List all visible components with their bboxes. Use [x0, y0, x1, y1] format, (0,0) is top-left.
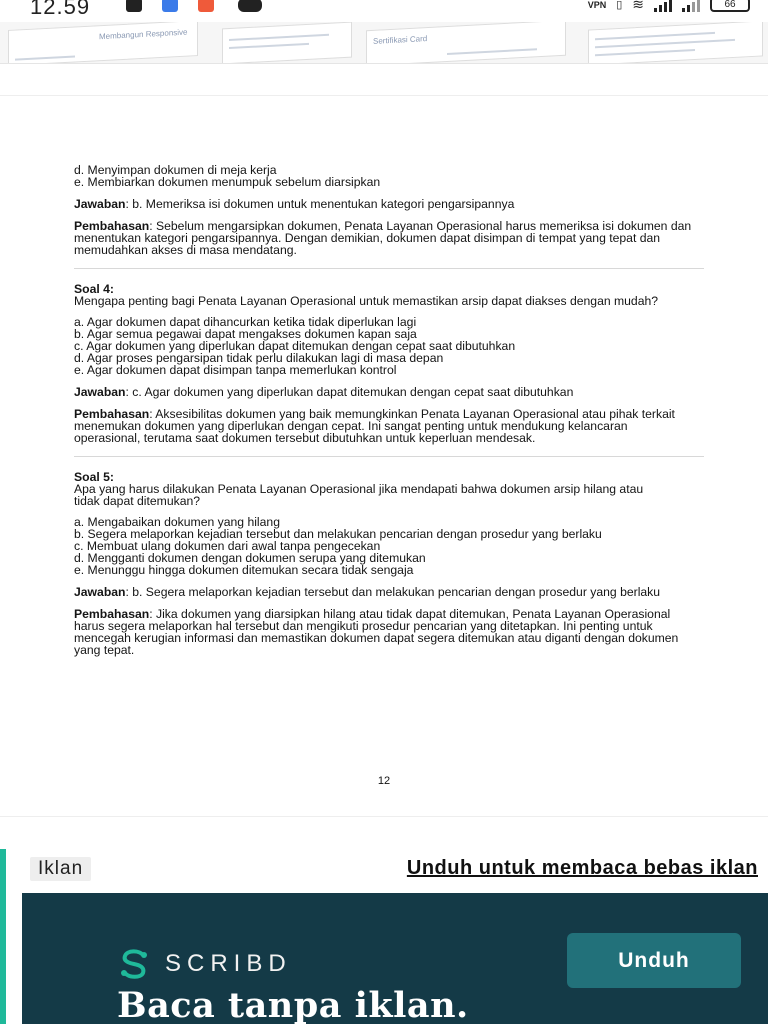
option-c: c. Membuat ulang dokumen dari awal tanpa pengecekan	[74, 539, 381, 553]
question-label: Soal 4:	[74, 282, 114, 296]
thumbnail-text-line	[447, 48, 537, 55]
explanation-label: Pembahasan	[74, 607, 150, 621]
battery-icon: 66	[710, 0, 750, 12]
option-d: d. Agar proses pengarsipan tidak perlu dilakukan lagi di masa depan	[74, 351, 444, 365]
option-b: b. Agar semua pegawai dapat mengakses dokumen kapan saja	[74, 327, 417, 341]
app-notification-icon	[126, 0, 142, 12]
brand-name: SCRIBD	[165, 950, 292, 977]
explanation-top	[74, 220, 696, 256]
signal-icon-2	[682, 0, 700, 12]
game-notification-icon	[238, 0, 262, 12]
page-thumbnails[interactable]	[0, 22, 768, 64]
ad-headline: Baca tanpa iklan.	[117, 985, 469, 1024]
download-button[interactable]: Unduh	[567, 933, 741, 988]
thumbnail-text-line	[595, 49, 695, 56]
thumbnail-text-line	[595, 39, 735, 48]
explanation	[74, 608, 689, 656]
vibrate-icon: ▯	[616, 0, 623, 11]
status-icons	[588, 0, 750, 13]
page-number: 12	[377, 775, 391, 787]
option-b: b. Segera melaporkan kejadian tersebut dan melakukan pencarian dengan prosedur yang berlaku	[74, 527, 602, 541]
thumbnail-1[interactable]	[8, 22, 198, 64]
ad-banner[interactable]	[22, 893, 768, 1024]
thumbnail-3[interactable]	[366, 22, 566, 64]
thumbnail-text-line	[229, 34, 329, 41]
ad-accent-bar	[0, 849, 6, 1024]
answer-text: : b. Segera melaporkan kejadian tersebut dan melakukan pencarian dengan prosedur yang berlaku	[125, 585, 661, 599]
ad-section	[0, 816, 768, 1024]
explanation-text: : Jika dokumen yang diarsipkan hilang atau tidak dapat ditemukan, Penata Layanan Operasional harus segera melaporkan hal tersebut dan mengikuti prosedur pencarian yang ditetapkan. Ini penting untuk mencegah kerugian informasi dan memastikan dokumen dapat segera ditemukan atau diganti dengan dokumen yang tepat.	[74, 607, 679, 657]
explanation-text: : Aksesibilitas dokumen yang baik memungkinkan Penata Layanan Operasional atau pihak terkait menemukan dokumen yang diperlukan dengan cepat. Ini sangat penting untuk mendukung kelancaran operasional, terutama saat dokumen tersebut dibutuhkan untuk keperluan mendesak.	[74, 407, 675, 445]
answer-text: : b. Memeriksa isi dokumen untuk menentukan kategori pengarsipannya	[125, 197, 515, 211]
thumbnail-4[interactable]	[588, 22, 763, 64]
question-label: Soal 5:	[74, 470, 114, 484]
divider	[74, 456, 704, 457]
ad-label: Iklan	[30, 857, 91, 881]
option-a: a. Agar dokumen dapat dihancurkan ketika tidak diperlukan lagi	[74, 315, 417, 329]
thumbnail-title: Sertifikasi Card	[373, 34, 428, 46]
shop-notification-icon	[198, 0, 214, 12]
status-bar	[0, 0, 768, 22]
scribd-logo	[117, 949, 292, 979]
option-e: e. Menunggu hingga dokumen ditemukan secara tidak sengaja	[74, 563, 414, 577]
divider	[74, 268, 704, 269]
answer-top	[74, 198, 702, 210]
answer-label: Jawaban	[74, 585, 126, 599]
option-d: d. Mengganti dokumen dengan dokumen serupa yang ditemukan	[74, 551, 426, 565]
explanation	[74, 408, 696, 444]
thumbnail-text-line	[15, 55, 75, 60]
answer	[74, 586, 694, 598]
option-d: d. Menyimpan dokumen di meja kerja	[74, 163, 277, 177]
chat-notification-icon	[162, 0, 178, 12]
thumbnail-2[interactable]	[222, 22, 352, 64]
question-text: Apa yang harus dilakukan Penata Layanan Operasional jika mendapati bahwa dokumen arsip hilang atau tidak dapat ditemukan?	[74, 482, 644, 508]
status-time: 12.59	[30, 0, 91, 19]
answer-label: Jawaban	[74, 197, 126, 211]
explanation-text: : Sebelum mengarsipkan dokumen, Penata Layanan Operasional harus memeriksa isi dokumen dan menentukan kategori pengarsipannya. Dengan demikian, dokumen dapat disimpan di tempat yang tepat dan memudahkan akses di masa mendatang.	[74, 219, 692, 257]
explanation-label: Pembahasan	[74, 219, 150, 233]
option-c: c. Agar dokumen yang diperlukan dapat ditemukan dengan cepat saat dibutuhkan	[74, 339, 516, 353]
vpn-icon: VPN	[587, 0, 607, 10]
document-body	[74, 164, 702, 656]
document-page	[0, 95, 768, 815]
question-text: Mengapa penting bagi Penata Layanan Operasional untuk memastikan arsip dapat diakses dengan mudah?	[74, 294, 659, 308]
remove-ads-link[interactable]: Unduh untuk membaca bebas iklan	[406, 857, 758, 879]
answer-text: : c. Agar dokumen yang diperlukan dapat ditemukan dengan cepat saat dibutuhkan	[125, 385, 574, 399]
option-e: e. Membiarkan dokumen menumpuk sebelum diarsipkan	[74, 175, 381, 189]
signal-icon	[654, 0, 672, 12]
scribd-logo-icon	[117, 949, 151, 979]
thumbnail-title: Membangun Responsive	[99, 27, 188, 42]
answer	[74, 386, 674, 398]
answer-label: Jawaban	[74, 385, 126, 399]
option-a: a. Mengabaikan dokumen yang hilang	[74, 515, 280, 529]
thumbnail-text-line	[229, 43, 309, 49]
thumbnail-text-line	[595, 32, 715, 40]
explanation-label: Pembahasan	[74, 407, 150, 421]
option-e: e. Agar dokumen dapat disimpan tanpa memerlukan kontrol	[74, 363, 397, 377]
wifi-icon: ≋	[632, 0, 644, 12]
